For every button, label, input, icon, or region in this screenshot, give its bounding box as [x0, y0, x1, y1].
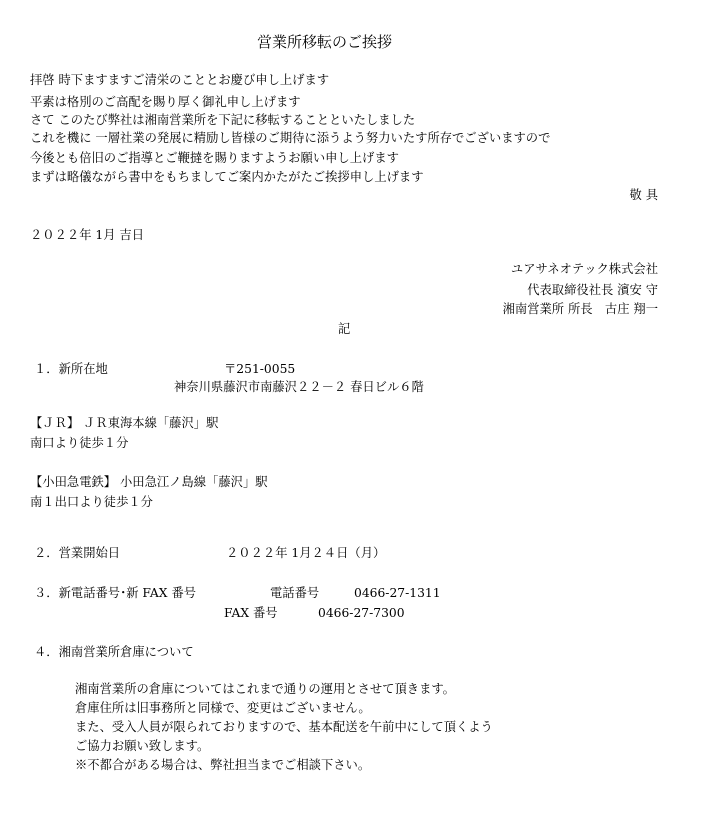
greeting-line: これを機に 一層社業の発展に精励し皆様のご期待に添うよう努力いたす所存でございますので	[30, 131, 551, 145]
access-jr-walk: 南口より徒歩１分	[30, 436, 129, 450]
fax-number: 0466-27-7300	[318, 606, 405, 620]
access-odakyu-walk: 南１出口より徒歩１分	[30, 495, 153, 509]
item-warehouse-label: ４．湘南営業所倉庫について	[34, 645, 194, 659]
greeting-line: まずは略儀ながら書中をもちましてご案内かたがたご挨拶申し上げます	[30, 170, 424, 184]
warehouse-note: また、受入人員が限られておりますので、基本配送を午前中にして頂くよう	[75, 720, 493, 734]
tel-label: 電話番号	[270, 586, 320, 600]
warehouse-note: ※不都合がある場合は、弊社担当までご相談下さい。	[75, 758, 371, 772]
item-address-label: １．新所在地	[34, 362, 108, 376]
greeting-line: 平素は格別のご高配を賜り厚く御礼申し上げます	[30, 95, 301, 109]
ki-marker: 記	[338, 322, 351, 336]
access-jr-line: 【ＪＲ】 ＪＲ東海本線「藤沢」駅	[30, 416, 219, 430]
greeting-line: 今後とも倍旧のご指導とご鞭撻を賜りますようお願い申し上げます	[30, 151, 399, 165]
document-title: 営業所移転のご挨拶	[257, 33, 393, 51]
letter-date: ２０２２年 1月 吉日	[30, 228, 145, 242]
sender-branch-manager: 湘南営業所 所長 古庄 翔一	[502, 302, 658, 316]
sender-company: ユアサネオテック株式会社	[510, 262, 658, 276]
tel-number: 0466-27-1311	[354, 586, 441, 600]
greeting-line: 拝啓 時下ますますご清栄のこととお慶び申し上げます	[30, 73, 330, 87]
item-phone-label: ３．新電話番号･新 FAX 番号	[34, 586, 197, 600]
sender-representative: 代表取締役社長 濱安 守	[527, 283, 658, 297]
warehouse-note: 湘南営業所の倉庫についてはこれまで通りの運用とさせて頂きます。	[75, 682, 455, 696]
greeting-line: さて このたび弊社は湘南営業所を下記に移転することといたしました	[30, 113, 416, 127]
warehouse-note: ご協力お願い致します。	[75, 739, 210, 753]
postal-code: 〒251-0055	[224, 362, 296, 376]
closing-keigu: 敬 具	[629, 188, 658, 202]
warehouse-note: 倉庫住所は旧事務所と同様で、変更はございません。	[75, 701, 371, 715]
fax-label: FAX 番号	[224, 606, 278, 620]
start-date: ２０２２年 1月２４日（月）	[226, 546, 386, 560]
new-address: 神奈川県藤沢市南藤沢２２－２ 春日ビル６階	[174, 380, 424, 394]
access-odakyu-line: 【小田急電鉄】 小田急江ノ島線「藤沢」駅	[30, 475, 268, 489]
item-start-label: ２．営業開始日	[34, 546, 121, 560]
